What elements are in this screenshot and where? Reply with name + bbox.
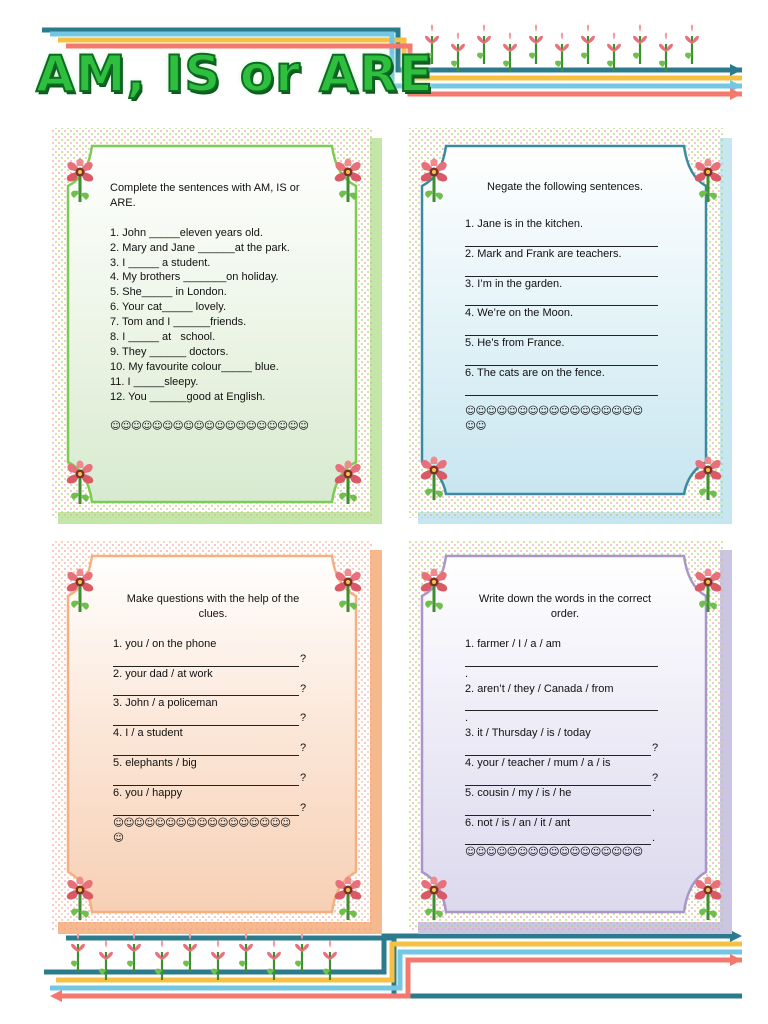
exercise-1-item: 7. Tom and I ______friends.: [110, 316, 247, 329]
period-mark: .: [652, 831, 656, 844]
answer-line[interactable]: [113, 711, 299, 726]
question-mark: ?: [300, 712, 307, 725]
exercise-3-item: 4. I / a student: [113, 727, 183, 740]
exercise-2-item: 5. He’s from France.: [465, 337, 565, 350]
exercise-1-item: 4. My brothers _______on holiday.: [110, 271, 279, 284]
exercise-1-item: 10. My favourite colour_____ blue.: [110, 360, 279, 373]
answer-line[interactable]: [465, 741, 651, 756]
exercise-4-item: 5. cousin / my / is / he: [465, 786, 572, 799]
period-mark: .: [465, 667, 469, 680]
answer-line[interactable]: [465, 321, 658, 336]
exercise-4-item: 6. not / is / an / it / ant: [465, 816, 571, 829]
answer-row: [465, 831, 665, 846]
exercise-2-item: 2. Mark and Frank are teachers.: [465, 247, 622, 260]
answer-row: [113, 771, 313, 786]
exercise-1-item: 9. They ______ doctors.: [110, 345, 229, 358]
answer-line[interactable]: [465, 232, 658, 247]
answer-row: [465, 801, 665, 816]
exercise-3-item: 3. John / a policeman: [113, 697, 218, 710]
exercise-4-card: [465, 592, 665, 860]
answer-row: [113, 652, 313, 667]
exercise-2-item: 1. Jane is in the kitchen.: [465, 217, 584, 230]
exercise-2-item: 6. The cats are on the fence.: [465, 366, 605, 379]
exercise-2-item: 4. We’re on the Moon.: [465, 307, 574, 320]
exercise-3-item: 6. you / happy: [113, 786, 183, 799]
question-mark: ?: [300, 771, 307, 784]
exercise-1-item: 5. She_____ in London.: [110, 286, 227, 299]
smiley-row: ☺☺☺☺☺☺☺☺☺☺☺☺☺☺☺☺☺☺☺: [110, 419, 309, 432]
exercise-1-item: 1. John _____eleven years old.: [110, 226, 263, 239]
exercise-3-item: 5. elephants / big: [113, 757, 197, 769]
exercise-2-item: 3. I’m in the garden.: [465, 277, 563, 290]
smiley-row: ☺: [113, 831, 124, 844]
answer-row: [113, 741, 313, 756]
answer-line[interactable]: [465, 831, 651, 846]
exercise-4-instruction: Write down the words in the correct order.: [478, 593, 652, 620]
answer-line[interactable]: [465, 771, 651, 786]
answer-row: [465, 741, 665, 756]
answer-row: [113, 711, 313, 726]
answer-line[interactable]: [465, 351, 658, 366]
answer-line[interactable]: [113, 682, 299, 697]
exercise-1-item: 11. I _____sleepy.: [110, 375, 199, 388]
exercise-1-item: 3. I _____ a student.: [110, 256, 211, 269]
period-mark: .: [652, 801, 656, 814]
exercise-2-card: [465, 180, 665, 434]
answer-line[interactable]: [465, 696, 658, 711]
answer-line[interactable]: [113, 771, 299, 786]
answer-line[interactable]: [465, 381, 658, 396]
answer-line[interactable]: [465, 652, 658, 667]
answer-line[interactable]: [113, 741, 299, 756]
answer-row: [113, 682, 313, 697]
period-mark: .: [465, 712, 469, 725]
question-mark: ?: [300, 652, 307, 665]
exercise-1-item: 8. I _____ at school.: [110, 331, 216, 344]
smiley-row: ☺☺: [465, 419, 486, 432]
answer-row: [465, 771, 665, 786]
smiley-row: ☺☺☺☺☺☺☺☺☺☺☺☺☺☺☺☺☺: [465, 404, 643, 417]
exercise-3-instruction: Make questions with the help of the clues.: [126, 593, 300, 620]
exercise-4-item: 2. aren’t / they / Canada / from: [465, 682, 614, 695]
exercise-2-instruction: Negate the following sentences.: [487, 181, 643, 193]
exercise-1-card: [110, 181, 320, 433]
answer-line[interactable]: [465, 262, 658, 277]
answer-line[interactable]: [465, 291, 658, 306]
exercise-3-item: 2. your dad / at work: [113, 667, 213, 680]
answer-line[interactable]: [113, 801, 299, 816]
question-mark: ?: [300, 742, 307, 755]
smiley-row: ☺☺☺☺☺☺☺☺☺☺☺☺☺☺☺☺☺: [465, 846, 643, 859]
smiley-row: ☺☺☺☺☺☺☺☺☺☺☺☺☺☺☺☺☺: [113, 816, 291, 829]
exercise-4-item: 4. your / teacher / mum / a / is: [465, 757, 611, 770]
question-mark: ?: [652, 771, 659, 784]
question-mark: ?: [300, 682, 307, 695]
exercise-4-item: 3. it / Thursday / is / today: [465, 727, 591, 740]
exercise-1-item: 2. Mary and Jane ______at the park.: [110, 241, 290, 254]
answer-line[interactable]: [465, 801, 651, 816]
exercise-1-item: 12. You ______good at English.: [110, 390, 266, 403]
answer-row: [113, 801, 313, 816]
exercise-4-item: 1. farmer / I / a / am: [465, 637, 561, 650]
exercise-1-instruction: Complete the sentences with AM, IS or ARE.: [110, 182, 300, 209]
exercise-1-item: 6. Your cat_____ lovely.: [110, 301, 226, 314]
question-mark: ?: [300, 801, 307, 814]
question-mark: ?: [652, 742, 659, 755]
exercise-3-item: 1. you / on the phone: [113, 637, 217, 650]
exercise-3-card: [113, 592, 313, 845]
page-title: AM, IS or ARE: [36, 45, 434, 103]
answer-line[interactable]: [113, 652, 299, 667]
